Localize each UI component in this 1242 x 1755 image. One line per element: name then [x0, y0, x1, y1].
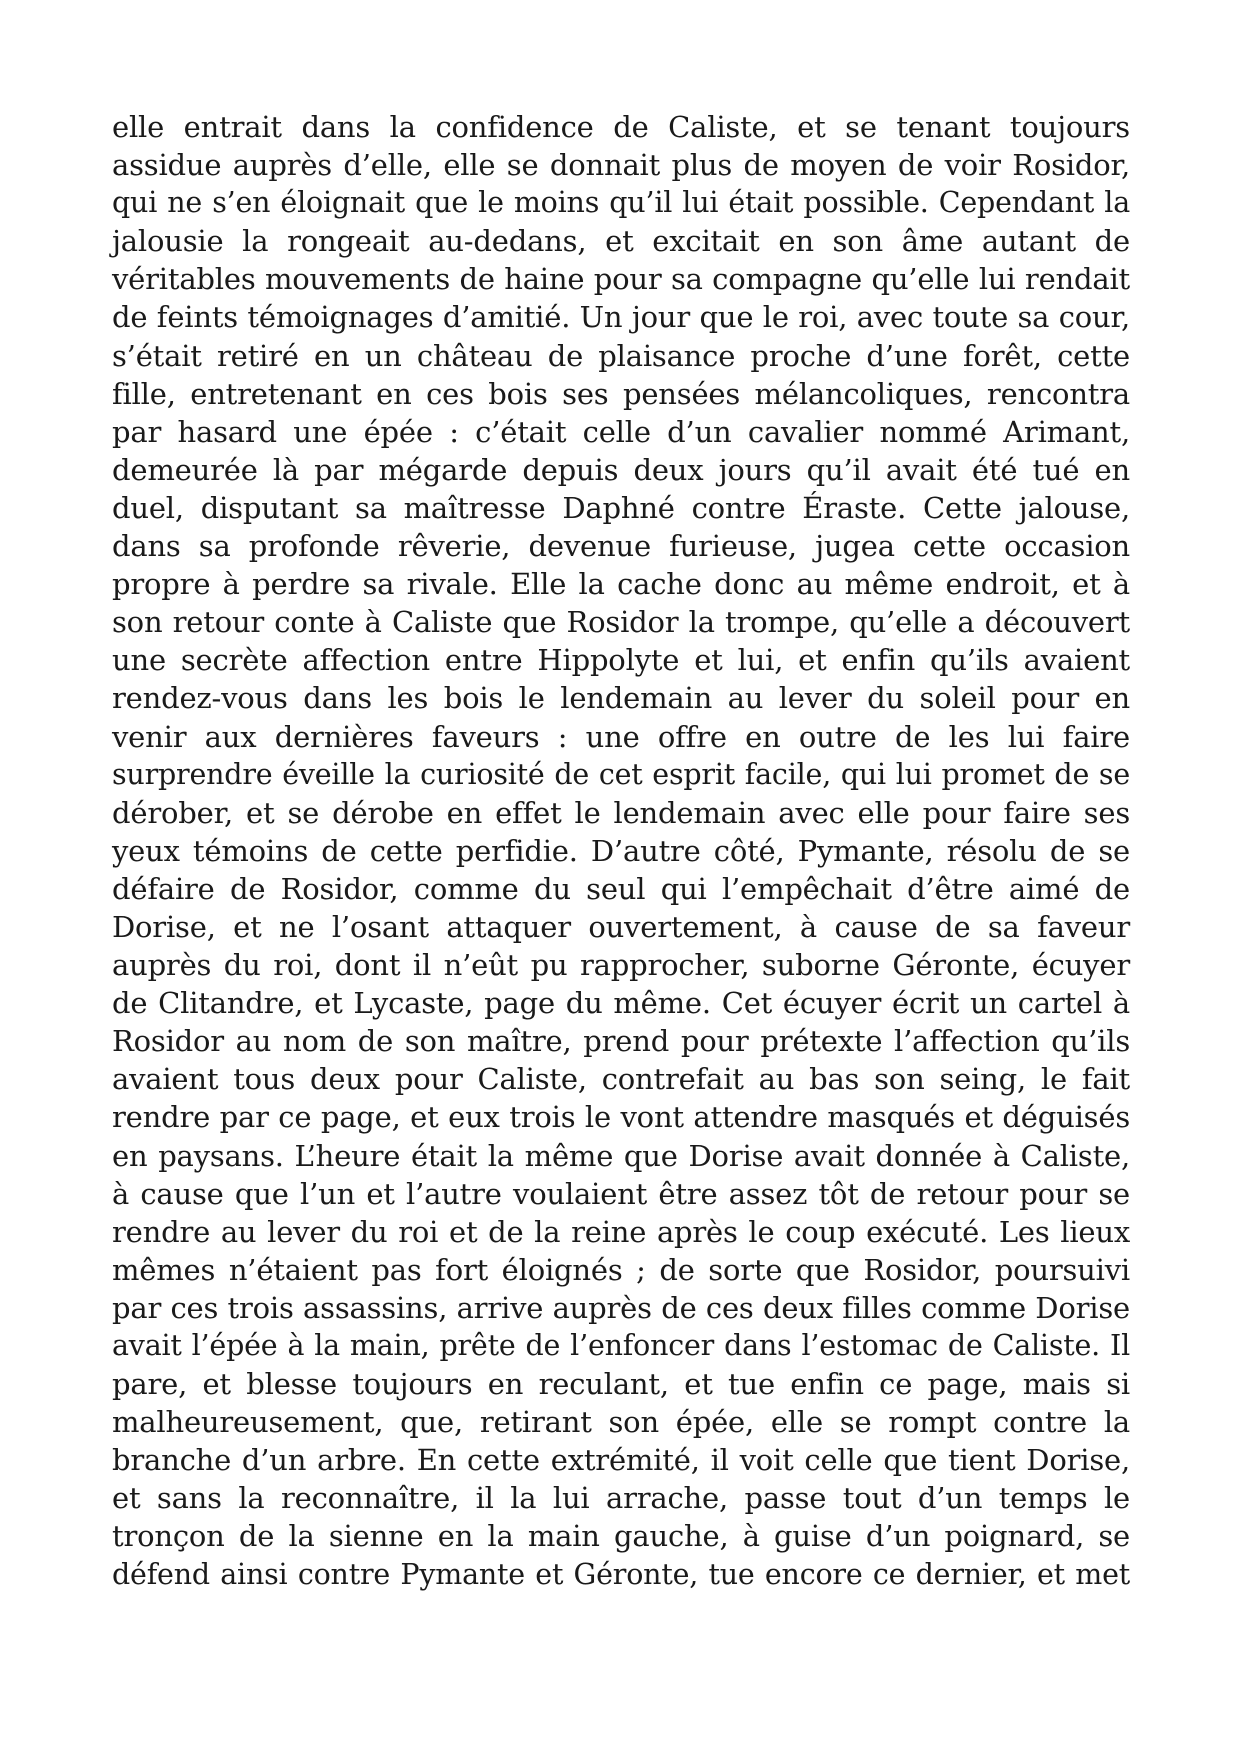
text-line: de Clitandre, et Lycaste, page du même. Cet écuyer écrit un cartel à — [112, 986, 1130, 1021]
text-line: fille, entretenant en ces bois ses pensées mélancoliques, rencontra — [112, 376, 1130, 411]
text-line: branche d’un arbre. En cette extrémité, il voit celle que tient Dorise, — [112, 1443, 1130, 1478]
text-line: avaient tous deux pour Caliste, contrefait au bas son seing, le fait — [112, 1062, 1130, 1097]
text-line: en paysans. L’heure était la même que Dorise avait donnée à Caliste, — [112, 1138, 1130, 1173]
text-line: dérober, et se dérobe en effet le lendemain avec elle pour faire ses — [112, 795, 1130, 830]
text-line: une secrète affection entre Hippolyte et lui, et enfin qu’ils avaient — [112, 643, 1130, 678]
text-line: tronçon de la sienne en la main gauche, à guise d’un poignard, se — [112, 1519, 1130, 1554]
text-line: qui ne s’en éloignait que le moins qu’il lui était possible. Cependant la — [112, 186, 1130, 220]
text-line: rendre par ce page, et eux trois le vont attendre masqués et déguisés — [112, 1100, 1130, 1135]
text-line: assidue auprès d’elle, elle se donnait plus de moyen de voir Rosidor, — [112, 148, 1130, 183]
text-line: avait l’épée à la main, prête de l’enfoncer dans l’estomac de Caliste. Il — [112, 1329, 1130, 1362]
text-line: propre à perdre sa rivale. Elle la cache donc au même endroit, et à — [112, 567, 1130, 602]
text-line: duel, disputant sa maîtresse Daphné contre Éraste. Cette jalouse, — [112, 490, 1130, 525]
text-line: malheureusement, que, retirant son épée, elle se rompt contre la — [112, 1405, 1130, 1440]
text-line: pare, et blesse toujours en reculant, et tue enfin ce page, mais si — [112, 1367, 1130, 1402]
body-paragraph — [112, 108, 1130, 1594]
text-line: défaire de Rosidor, comme du seul qui l’empêchait d’être aimé de — [112, 871, 1130, 906]
text-line: Rosidor au nom de son maître, prend pour prétexte l’affection qu’ils — [112, 1024, 1130, 1059]
text-line: rendre au lever du roi et de la reine après le coup exécuté. Les lieux — [112, 1214, 1130, 1249]
text-line: véritables mouvements de haine pour sa compagne qu’elle lui rendait — [112, 262, 1130, 297]
text-line: demeurée là par mégarde depuis deux jours qu’il avait été tué en — [112, 452, 1130, 487]
text-line: venir aux dernières faveurs : une offre en outre de les lui faire — [112, 719, 1130, 754]
text-line: mêmes n’étaient pas fort éloignés ; de sorte que Rosidor, poursuivi — [112, 1252, 1130, 1287]
text-line: son retour conte à Caliste que Rosidor la trompe, qu’elle a découvert — [112, 605, 1130, 640]
text-line: dans sa profonde rêverie, devenue furieuse, jugea cette occasion — [112, 529, 1130, 564]
text-line: défend ainsi contre Pymante et Géronte, tue encore ce dernier, et met — [112, 1557, 1130, 1591]
text-line: auprès du roi, dont il n’eût pu rapprocher, suborne Géronte, écuyer — [112, 948, 1130, 983]
text-line: s’était retiré en un château de plaisance proche d’une forêt, cette — [112, 338, 1130, 373]
text-line: elle entrait dans la confidence de Caliste, et se tenant toujours — [112, 110, 1130, 144]
text-line: à cause que l’un et l’autre voulaient être assez tôt de retour pour se — [112, 1176, 1130, 1211]
text-line: par ces trois assassins, arrive auprès de ces deux filles comme Dorise — [112, 1290, 1130, 1325]
text-line: de feints témoignages d’amitié. Un jour que le roi, avec toute sa cour, — [112, 300, 1130, 335]
text-line: surprendre éveille la curiosité de cet esprit facile, qui lui promet de se — [112, 757, 1130, 791]
text-line: Dorise, et ne l’osant attaquer ouvertement, à cause de sa faveur — [112, 909, 1130, 944]
text-line: jalousie la rongeait au-dedans, et excitait en son âme autant de — [112, 224, 1130, 259]
text-line: rendez-vous dans les bois le lendemain au lever du soleil pour en — [112, 681, 1130, 716]
text-line: et sans la reconnaître, il la lui arrache, passe tout d’un temps le — [112, 1481, 1130, 1516]
document-page — [112, 108, 1130, 1594]
text-line: yeux témoins de cette perfidie. D’autre côté, Pymante, résolu de se — [112, 833, 1130, 868]
text-line: par hasard une épée : c’était celle d’un cavalier nommé Arimant, — [112, 414, 1130, 449]
